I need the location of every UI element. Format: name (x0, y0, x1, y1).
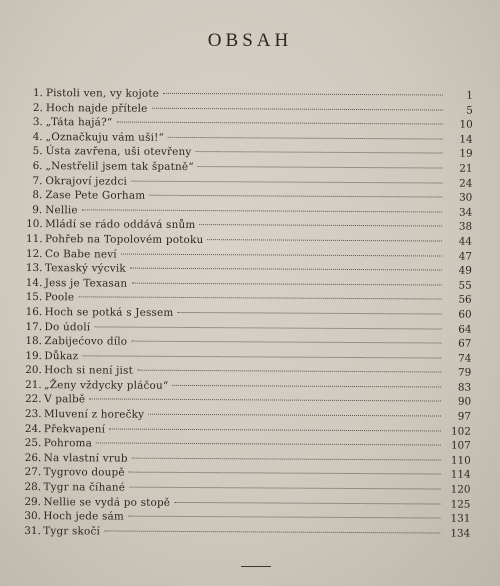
page-number: 97 (457, 410, 472, 423)
page-number: 114 (450, 469, 471, 482)
dot-leader (137, 370, 441, 373)
chapter-number: 19. (25, 349, 42, 362)
chapter-title: Jess je Texasan (44, 276, 128, 290)
toc-entry (26, 188, 472, 205)
page-number: 47 (458, 250, 473, 263)
chapter-title: Co Babe neví (44, 247, 117, 261)
dot-leader (149, 195, 442, 198)
page-number: 79 (457, 366, 472, 380)
dot-leader (94, 326, 441, 329)
dot-leader (104, 530, 440, 533)
page-number: 21 (459, 162, 473, 175)
toc-entry (26, 305, 472, 322)
table-of-contents (24, 86, 473, 541)
dot-leader (131, 341, 441, 344)
page-number: 5 (466, 104, 473, 117)
chapter-number: 31. (24, 524, 41, 537)
chapter-number: 9. (32, 203, 43, 216)
chapter-title: Pistoli ven, vy kojote (45, 87, 160, 100)
chapter-number: 3. (32, 116, 43, 129)
chapter-title: Mluvení z horečky (43, 408, 145, 421)
chapter-title: „Nestřelil jsem tak špatně“ (45, 160, 194, 173)
dot-leader (131, 282, 441, 285)
dot-leader (168, 137, 443, 140)
chapter-title: Hoch najde přítele (45, 101, 148, 115)
chapter-title: Nellie (45, 203, 78, 217)
page-number: 134 (450, 527, 471, 540)
dot-leader (82, 209, 442, 212)
page-number: 74 (458, 352, 472, 365)
page-number: 83 (457, 381, 472, 394)
toc-entry (25, 378, 471, 395)
chapter-title: Ústa zavřena, uši otevřeny (45, 145, 192, 159)
toc-entry (26, 276, 472, 293)
dot-leader (128, 516, 440, 519)
chapter-title: Zase Pete Gorham (45, 189, 146, 202)
page-number: 90 (457, 396, 472, 409)
chapter-title: Poole (44, 291, 75, 304)
dot-leader (148, 414, 441, 417)
chapter-number: 23. (24, 408, 42, 421)
page-number: 24 (459, 177, 473, 190)
page-number: 10 (459, 118, 473, 131)
chapter-title: Nellie se vydá po stopě (43, 495, 171, 509)
chapter-number: 14. (25, 276, 43, 289)
chapter-number: 7. (32, 174, 43, 187)
page-number: 56 (458, 293, 472, 307)
dot-leader (82, 355, 441, 358)
chapter-number: 27. (24, 466, 42, 479)
chapter-number: 11. (26, 232, 43, 246)
dot-leader (199, 224, 442, 226)
dot-leader (129, 487, 440, 490)
chapter-number: 22. (25, 393, 42, 406)
chapter-title: „Ženy vždycky pláčou“ (44, 378, 169, 392)
chapter-number: 2. (32, 101, 43, 114)
dot-leader (131, 180, 442, 183)
page-number: 1 (466, 89, 473, 102)
chapter-number: 12. (25, 247, 43, 260)
contents-heading: OBSAH (207, 30, 293, 51)
dot-leader (109, 428, 441, 431)
chapter-title: V palbě (44, 393, 86, 406)
page-number: 107 (450, 439, 471, 452)
page-number: 64 (458, 323, 472, 336)
page-number: 30 (459, 191, 473, 204)
chapter-title: Hoch si není jist (44, 364, 134, 377)
chapter-number: 4. (32, 130, 43, 143)
chapter-title: Tygrovo doupě (43, 466, 125, 480)
chapter-number: 17. (25, 320, 43, 333)
chapter-title: Zabijećovo dílo (44, 335, 128, 348)
page-number: 44 (458, 235, 473, 248)
page-number: 49 (458, 264, 472, 277)
dot-leader (130, 268, 442, 271)
chapter-title: „Táta hajá?“ (45, 116, 113, 129)
chapter-number: 13. (25, 262, 43, 275)
page-number: 55 (458, 279, 472, 292)
chapter-number: 8. (32, 189, 43, 202)
dot-leader (116, 122, 442, 125)
chapter-number: 26. (24, 451, 42, 464)
dot-leader (78, 297, 441, 300)
chapter-title: Hoch se potká s Jessem (44, 306, 174, 319)
page-number: 34 (458, 206, 473, 219)
chapter-title: Hoch jede sám (43, 510, 125, 523)
page-number: 14 (459, 133, 473, 146)
chapter-title: „Označkuju vám uši!“ (45, 130, 165, 144)
dot-leader (174, 502, 440, 505)
chapter-number: 18. (25, 335, 43, 348)
chapter-title: Překvapení (43, 422, 106, 436)
page-number: 38 (458, 220, 473, 234)
dot-leader (198, 166, 443, 168)
dot-leader (207, 239, 442, 241)
chapter-number: 24. (24, 422, 42, 435)
chapter-title: Mládí se rádo oddává snům (45, 218, 196, 232)
page-number: 110 (450, 454, 471, 467)
footer-rule (241, 566, 271, 567)
page-number: 125 (450, 498, 471, 511)
page-number: 131 (450, 512, 471, 525)
dot-leader (129, 472, 441, 475)
chapter-number: 10. (26, 218, 43, 231)
page-number: 102 (451, 425, 471, 438)
chapter-title: Do údolí (44, 320, 91, 333)
chapter-number: 25. (24, 437, 42, 450)
chapter-title: Důkaz (44, 349, 79, 363)
chapter-number: 21. (25, 378, 42, 391)
chapter-title: Okrajoví jezdci (45, 174, 128, 188)
dot-leader (96, 443, 441, 446)
dot-leader (177, 312, 441, 315)
chapter-title: Pohroma (43, 437, 93, 450)
dot-leader (152, 107, 443, 110)
dot-leader (89, 399, 441, 402)
dot-leader (132, 457, 441, 460)
page-number: 120 (450, 483, 471, 496)
chapter-number: 6. (32, 160, 43, 173)
page-number: 19 (459, 148, 473, 161)
dot-leader (163, 93, 443, 96)
chapter-number: 16. (25, 305, 43, 319)
chapter-number: 1. (32, 87, 43, 100)
dot-leader (195, 151, 442, 154)
chapter-number: 28. (24, 481, 42, 494)
toc-entry (24, 524, 470, 541)
page-number: 60 (458, 308, 472, 321)
toc-entry (25, 334, 471, 351)
chapter-number: 30. (24, 510, 41, 523)
chapter-number: 15. (25, 291, 43, 304)
chapter-title: Tygr skočí (43, 524, 101, 538)
dot-leader (121, 253, 442, 256)
page-number: 67 (458, 337, 472, 350)
chapter-title: Pohřeb na Topolovém potoku (45, 233, 204, 247)
chapter-number: 29. (24, 495, 42, 508)
chapter-title: Texaský výcvik (44, 262, 126, 275)
chapter-number: 5. (32, 145, 43, 158)
chapter-title: Tygr na číhané (43, 481, 126, 494)
chapter-title: Na vlastní vrub (43, 451, 128, 465)
dot-leader (172, 385, 441, 388)
chapter-number: 20. (25, 364, 42, 377)
